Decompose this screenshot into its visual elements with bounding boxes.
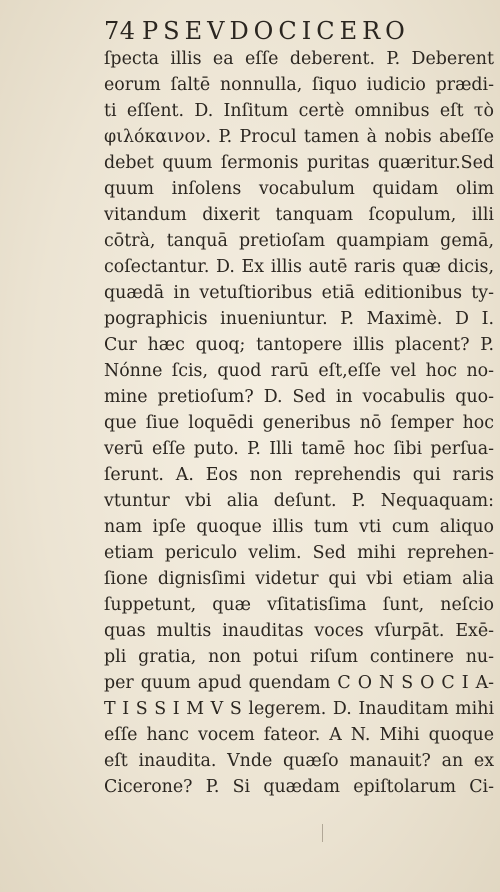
- text-line: etiam periculo velim. Sed mihi reprehen-: [104, 543, 494, 563]
- text-line: ſuppetunt, quæ vſitatisſima ſunt, neſcio: [104, 595, 494, 615]
- text-line: vtuntur vbi alia deſunt. P. Nequaquam:: [104, 491, 494, 511]
- running-head: PSEVDOCICERO: [142, 17, 410, 45]
- text-line: cōtrà, tanquā pretioſam quampiam gemā,: [104, 231, 494, 251]
- text-line: verū eſſe puto. P. Illi tamē hoc ſibi perſua-: [104, 439, 494, 459]
- text-line: φιλόκαινον. P. Procul tamen à nobis abeſſe: [104, 127, 494, 147]
- text-line: eſſe hanc vocem fateor. A N. Mihi quoque: [104, 725, 494, 745]
- text-line: ſerunt. A. Eos non reprehendis qui raris: [104, 465, 494, 485]
- stray-ink-mark: [322, 824, 323, 842]
- text-line: ti eſſent. D. Inſitum certè omnibus eſt τὸ: [104, 101, 494, 121]
- text-line: quas multis inauditas voces vſurpāt. Exē-: [104, 621, 494, 641]
- text-line: Cicerone? P. Si quædam epiſtolarum Ci-: [104, 777, 494, 797]
- text-line: coſectantur. D. Ex illis autē raris quæ dicis,: [104, 257, 494, 277]
- text-line: pographicis inueniuntur. P. Maximè. D I.: [104, 309, 494, 329]
- text-line: ſpecta illis ea eſſe deberent. P. Deberent: [104, 49, 494, 69]
- text-line: Cur hæc quoq; tantopere illis placent? P.: [104, 335, 494, 355]
- text-line: eorum ſaltē nonnulla, ſiquo iudicio prædi-: [104, 75, 494, 95]
- text-line: ſione dignisſimi videtur qui vbi etiam alia: [104, 569, 494, 589]
- page-header: [104, 16, 494, 46]
- text-line: per quum apud quendam C O N S O C I A-: [104, 673, 494, 693]
- text-line: debet quum ſermonis puritas quæritur.Sed: [104, 153, 494, 173]
- text-line: quædā in vetuſtioribus etiā editionibus ty-: [104, 283, 494, 303]
- body-text: [104, 47, 494, 807]
- page-number: 74: [104, 17, 136, 45]
- text-line: que ſiue loquēdi generibus nō ſemper hoc: [104, 413, 494, 433]
- text-line: eſt inaudita. Vnde quæſo manauit? an ex: [104, 751, 494, 771]
- text-line: quum inſolens vocabulum quidam olim: [104, 179, 494, 199]
- text-line: Nónne ſcis, quod rarū eſt,eſſe vel hoc no-: [104, 361, 494, 381]
- text-line: nam ipſe quoque illis tum vti cum aliquo: [104, 517, 494, 537]
- text-line: mine pretioſum? D. Sed in vocabulis quo-: [104, 387, 494, 407]
- text-line: T I S S I M V S legerem. D. Inauditam mihi: [104, 699, 494, 719]
- text-line: pli gratia, non potui riſum continere nu-: [104, 647, 494, 667]
- text-line: vitandum dixerit tanquam ſcopulum, illi: [104, 205, 494, 225]
